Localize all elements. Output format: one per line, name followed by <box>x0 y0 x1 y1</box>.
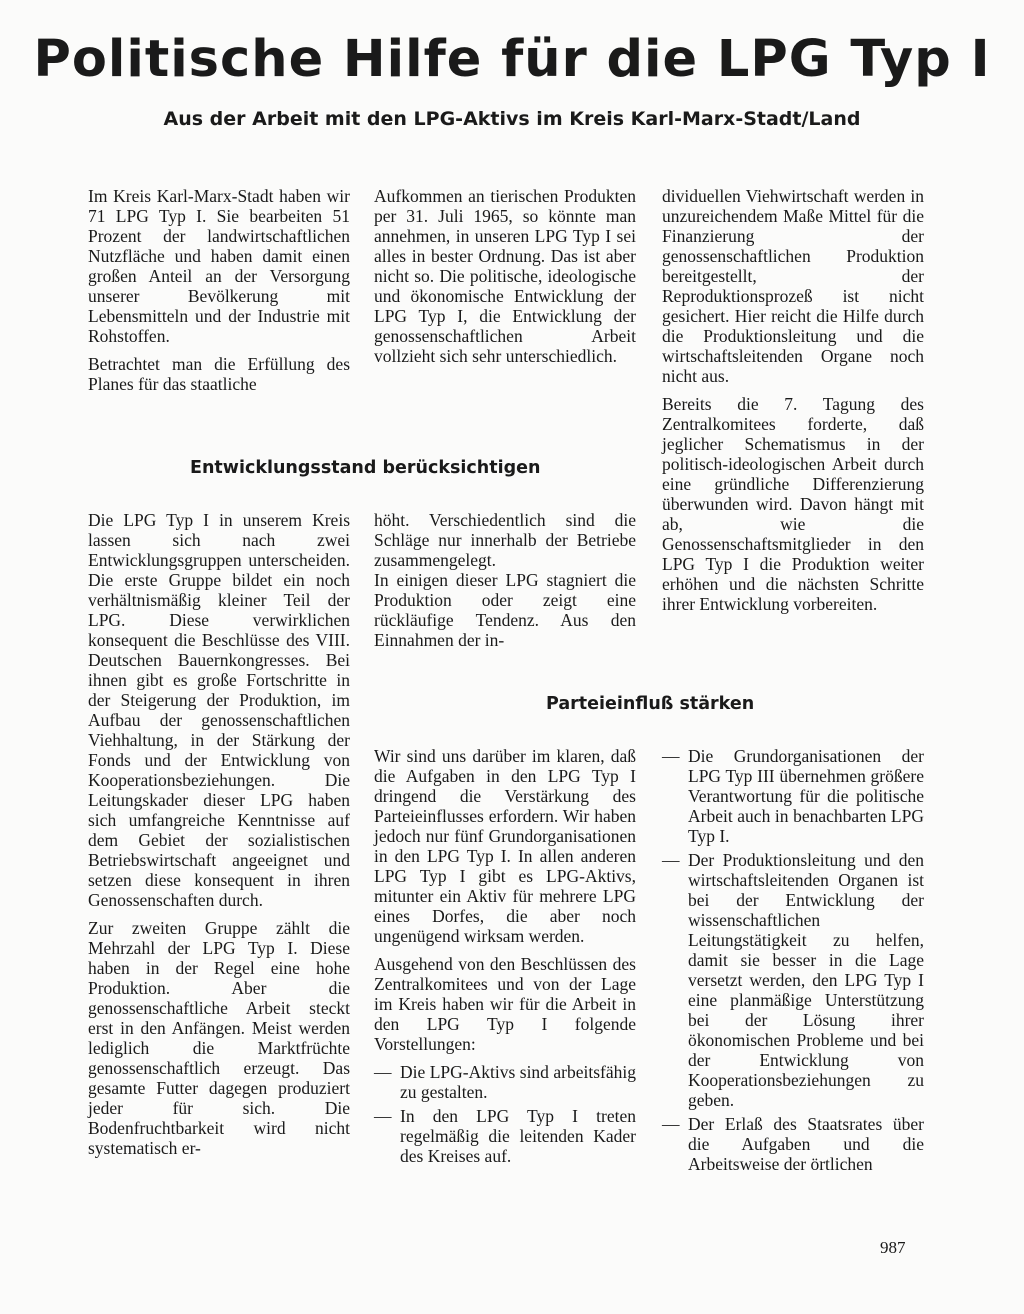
paragraph: Im Kreis Karl-Marx-Stadt haben wir 71 LPG Typ I. Sie bearbeiten 51 Prozent der landwirtschaftlichen Nutzfläche und haben damit einen großen Anteil an der Versorgung unserer Bevölkerung mit Lebensmitteln und der Industrie mit Rohstoffen. <box>88 186 350 346</box>
section2-column-2 <box>374 746 636 1174</box>
section-heading-entwicklungsstand: Entwicklungsstand berücksichtigen <box>190 458 541 478</box>
paragraph: höht. Verschiedentlich sind die Schläge nur innerhalb der Betriebe zusammengelegt. <box>374 510 636 570</box>
list-item: — Der Erlaß des Staatsrates über die Aufgaben und die Arbeitsweise der örtlichen <box>662 1114 924 1174</box>
article-title: Politische Hilfe für die LPG Typ I <box>33 30 991 89</box>
section-heading-parteieinfluss: Parteieinfluß stärken <box>546 694 755 714</box>
paragraph: Aufkommen an tierischen Produkten per 31. Juli 1965, so könnte man annehmen, in unseren LPG Typ I sei alles in bester Ordnung. Das ist aber nicht so. Die politische, ideologische und ökonomische Entwicklung der LPG Typ I, die Entwicklung der genossenschaftlichen Arbeit vollzieht sich sehr unterschiedlich. <box>374 186 636 366</box>
paragraph: In einigen dieser LPG stagniert die Produktion oder zeigt eine rückläufige Tendenz. Aus den Einnahmen der in- <box>374 570 636 650</box>
list-item: — Der Produktionsleitung und den wirtschaftsleitenden Organen ist bei der Entwicklung der wissenschaftlichen Leitungstätigkeit zu helfen, damit sie besser in die Lage versetzt werden, den LPG Typ I eine planmäßige Unterstützung bei der Lösung ihrer ökonomischen Probleme und bei der Entwicklung von Kooperationsbeziehungen zu geben. <box>662 850 924 1110</box>
paragraph: Wir sind uns darüber im klaren, daß die Aufgaben in den LPG Typ I dringend die Verstärkung des Parteieinflusses erfordern. Wir haben jedoch nur fünf Grundorganisationen in den LPG Typ I. In allen anderen LPG Typ I gibt es LPG-Aktivs, mitunter ein Aktiv für mehrere LPG eines Dorfes, die aber noch ungenügend wirksam werden. <box>374 746 636 946</box>
section1-column-1 <box>88 510 350 1166</box>
paragraph: Die LPG Typ I in unserem Kreis lassen sich nach zwei Entwicklungsgruppen unterscheiden. Die erste Gruppe bildet ein noch verhältnismäßig kleiner Teil der LPG. Diese verwirklichen konsequent die Beschlüsse des VIII. Deutschen Bauernkongresses. Bei ihnen gibt es große Fortschritte in der Steigerung der Produktion, im Aufbau der genossenschaftlichen Viehhaltung, in der Stärkung der Fonds und der Entwicklung von Kooperationsbeziehungen. Die Leitungskader dieser LPG haben sich umfangreiche Kenntnisse auf dem Gebiet der sozialistischen Betriebswirtschaft angeeignet und setzen diese konsequent in ihren Genossenschaften durch. <box>88 510 350 910</box>
intro-column-1 <box>88 186 350 402</box>
list-item: — Die LPG-Aktivs sind arbeitsfähig zu gestalten. <box>374 1062 636 1102</box>
paragraph: Zur zweiten Gruppe zählt die Mehrzahl der LPG Typ I. Diese haben in der Regel eine hohe Produktion. Aber die genossenschaftliche Arbeit steckt erst in den Anfängen. Meist werden lediglich die Marktfrüchte genossenschaftlich erzeugt. Das gesamte Futter dagegen produziert jeder für sich. Die Bodenfruchtbarkeit wird nicht systematisch er- <box>88 918 350 1158</box>
intro-column-2 <box>374 186 636 374</box>
article-subtitle: Aus der Arbeit mit den LPG-Aktivs im Kreis Karl-Marx-Stadt/Land <box>163 108 861 130</box>
page-number: 987 <box>880 1238 906 1257</box>
paragraph: dividuellen Viehwirtschaft werden in unzureichendem Maße Mittel für die Finanzierung der genossenschaftlichen Produktion bereitgestellt, der Reproduktionsprozeß ist nicht gesichert. Hier reicht die Hilfe durch die Produktionsleitung und die wirtschaftsleitenden Organe noch nicht aus. <box>662 186 924 386</box>
section2-column-3 <box>662 746 924 1182</box>
paragraph: Ausgehend von den Beschlüssen des Zentralkomitees und von der Lage im Kreis haben wir für die Arbeit in den LPG Typ I folgende Vorstellungen: <box>374 954 636 1054</box>
section1-column-2 <box>374 510 636 658</box>
measures-list <box>374 1062 636 1166</box>
paragraph: Betrachtet man die Erfüllung des Planes für das staatliche <box>88 354 350 394</box>
list-item: — In den LPG Typ I treten regelmäßig die leitenden Kader des Kreises auf. <box>374 1106 636 1166</box>
column-3-top <box>662 186 924 622</box>
paragraph: Bereits die 7. Tagung des Zentralkomitees forderte, daß jeglicher Schematismus in der politisch-ideologischen Arbeit durch eine gründliche Differenzierung überwunden wird. Davon hängt mit ab, wie die Genossenschaftsmitglieder in den LPG Typ I die Produktion weiter erhöhen und die nächsten Schritte ihrer Entwicklung vorbereiten. <box>662 394 924 614</box>
measures-list-continued <box>662 746 924 1174</box>
list-item: — Die Grundorganisationen der LPG Typ III übernehmen größere Verantwortung für die politische Arbeit auch in benachbarten LPG Typ I. <box>662 746 924 846</box>
